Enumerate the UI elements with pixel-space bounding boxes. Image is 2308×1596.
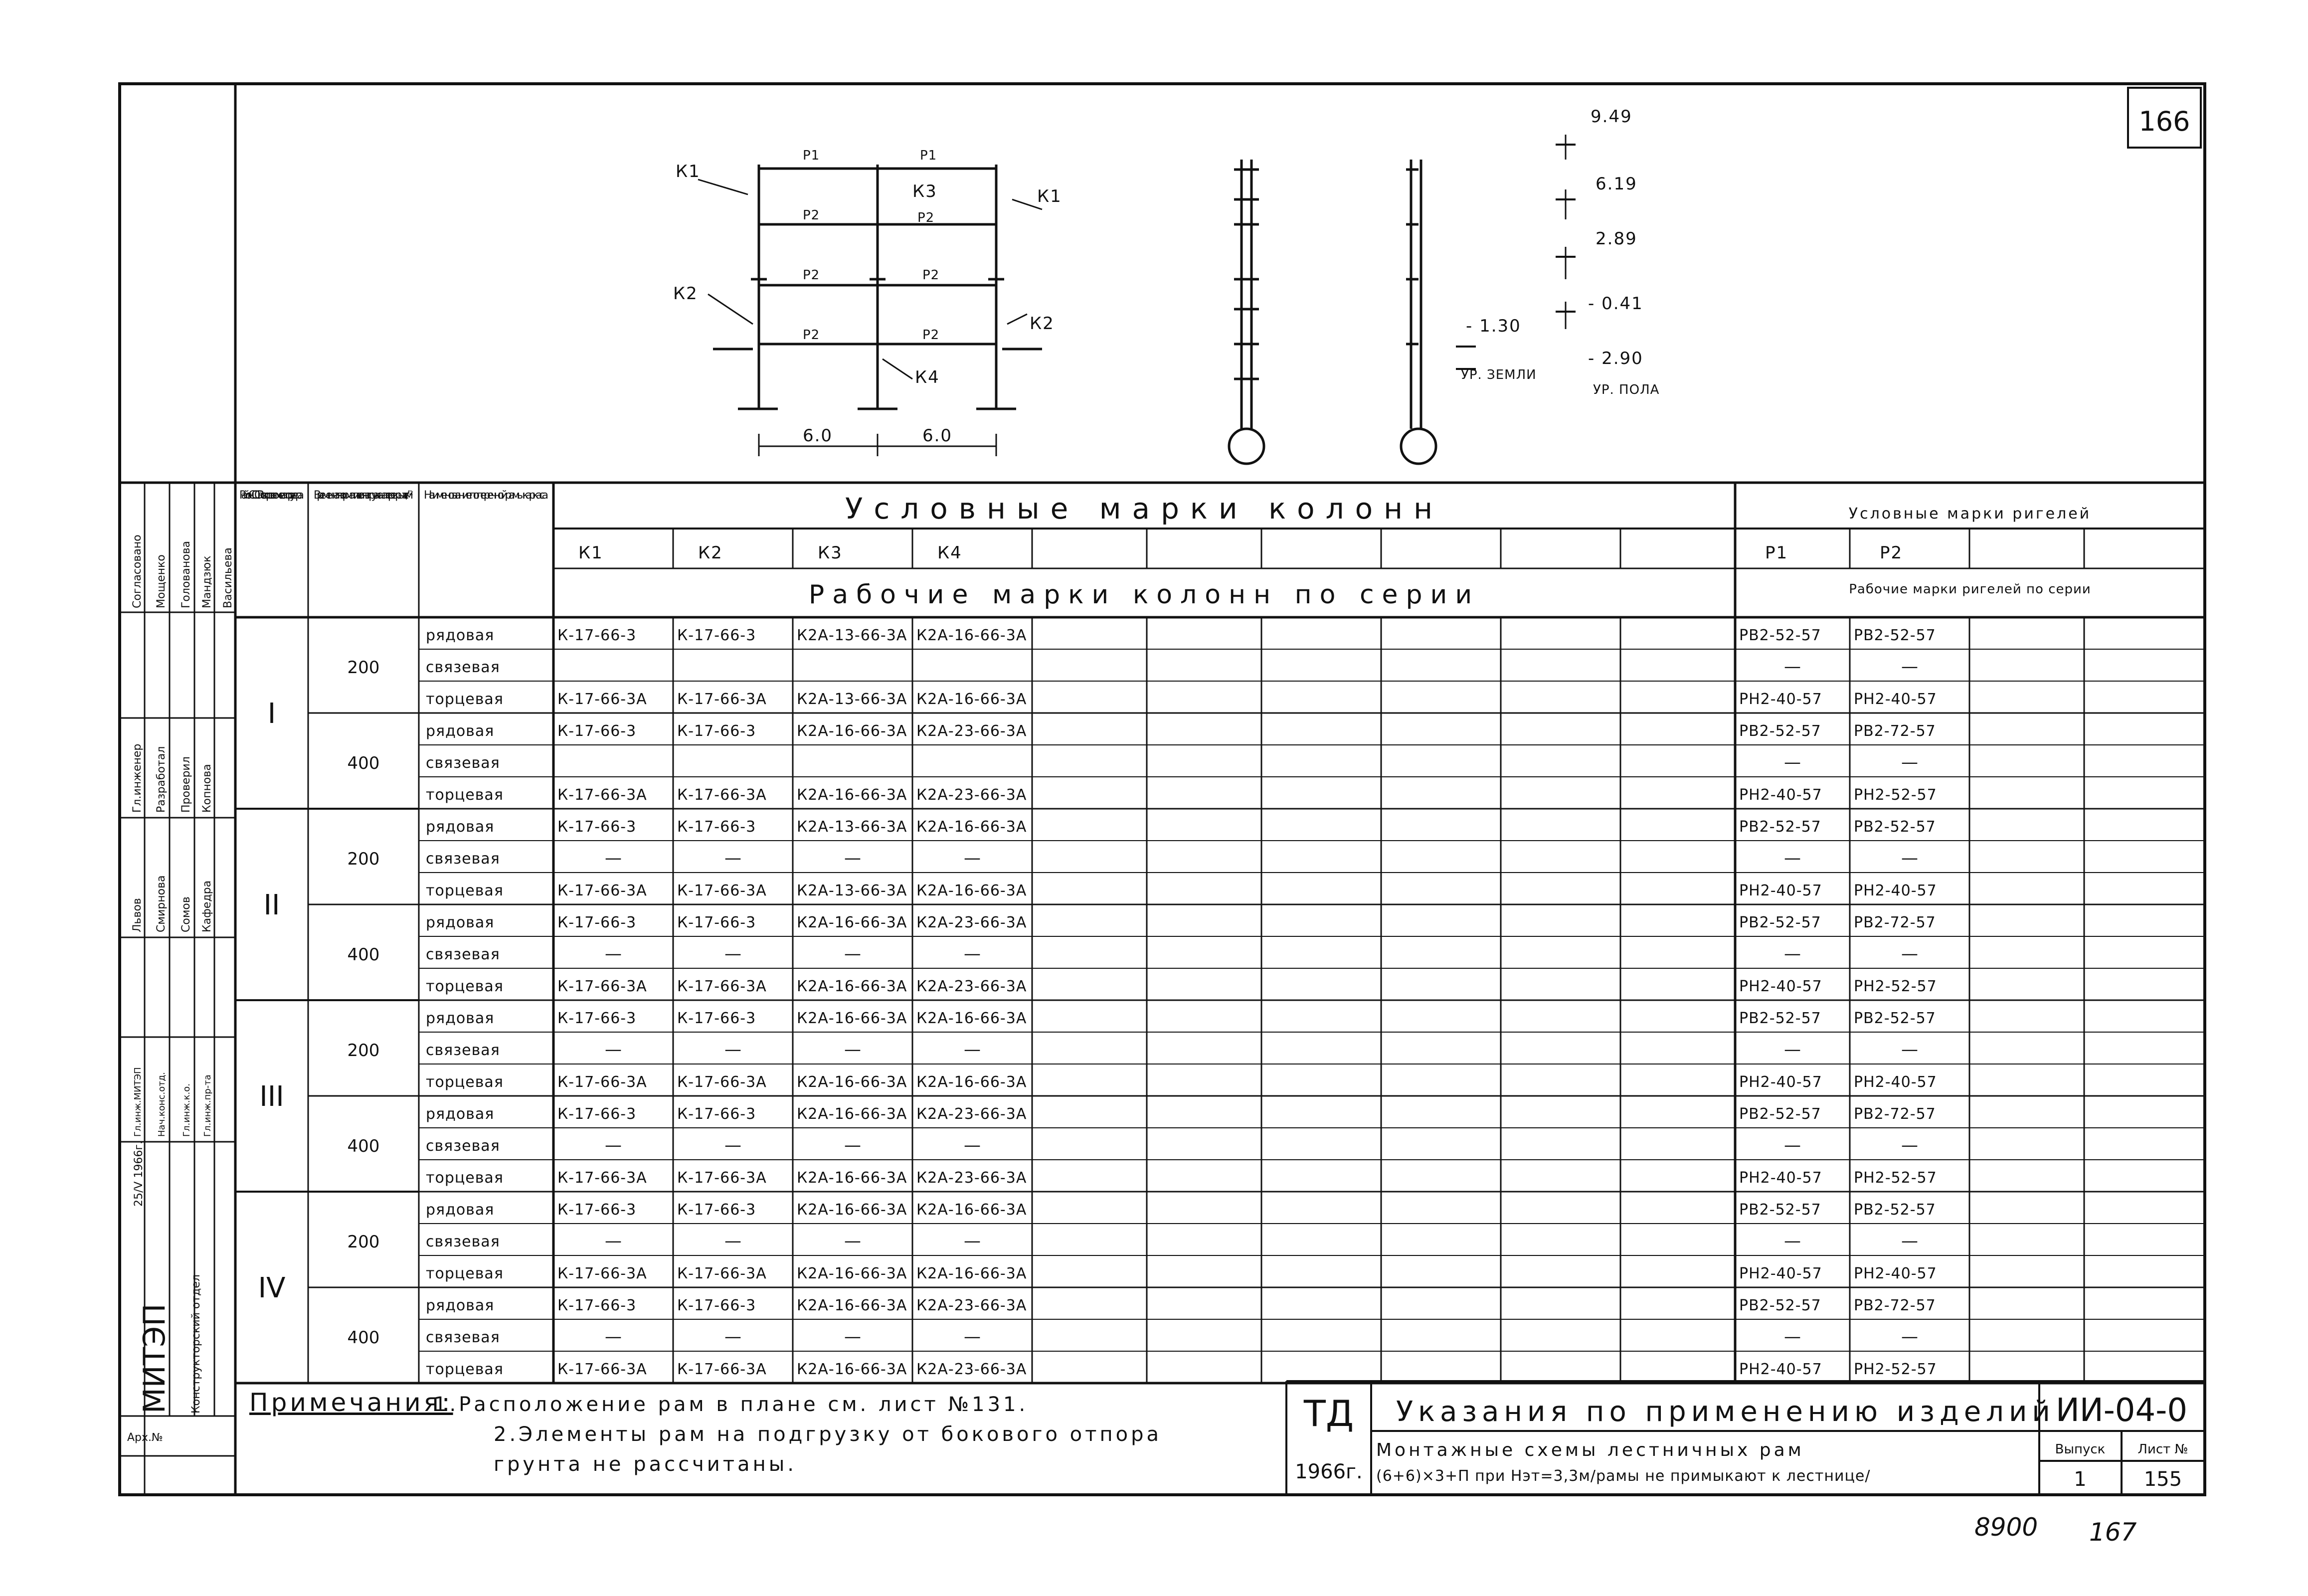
- td-year: 1966г.: [1295, 1460, 1363, 1483]
- beam-mark-value: РН2-52-57: [1854, 978, 1937, 995]
- load-value: 200: [347, 849, 380, 869]
- column-mark-value: К-17-66-3: [677, 1010, 756, 1027]
- beam-mark-value: РН2-52-57: [1854, 1169, 1937, 1187]
- column-mark-value: К2А-16-66-3А: [797, 1201, 907, 1219]
- column-mark-value: К-17-66-3А: [677, 1361, 767, 1378]
- column-mark-value: К2А-16-66-3А: [916, 627, 1027, 644]
- td-mark: ТД: [1303, 1393, 1354, 1434]
- column-mark-value: —: [724, 1231, 741, 1251]
- left-stamp-text: [127, 534, 234, 1444]
- frame-type: торцевая: [426, 691, 504, 708]
- level-041: - 0.41: [1588, 294, 1643, 314]
- column-mark-value: К-17-66-3: [677, 1105, 756, 1123]
- region-numeral: I: [267, 698, 276, 730]
- column-mark-value: К2А-16-66-3А: [797, 1010, 907, 1027]
- column-mark-value: К2А-16-66-3А: [916, 882, 1027, 899]
- beam-mark-value: —: [1784, 657, 1801, 677]
- column-mark-value: —: [605, 1040, 622, 1060]
- frame-type: торцевая: [426, 1169, 504, 1187]
- beam-mark-value: РВ2-52-57: [1854, 1201, 1936, 1219]
- beam-mark-value: —: [1784, 1231, 1801, 1251]
- beam-mark-value: РН2-40-57: [1739, 691, 1822, 708]
- frame-type: связевая: [426, 1042, 500, 1059]
- column-mark-value: К-17-66-3: [557, 1105, 637, 1123]
- column-mark-value: К2А-16-66-3А: [916, 691, 1027, 708]
- stamp-name-4a: Гл.инж.МИТЭП: [133, 1067, 143, 1137]
- beam-mark-value: РН2-40-57: [1739, 1169, 1822, 1187]
- doc-subtitle-1: Монтажные схемы лестничных рам: [1376, 1440, 1804, 1460]
- stamp-name-4c: Гл.инж.к.о.: [181, 1083, 192, 1137]
- column-mark-value: —: [964, 1231, 981, 1251]
- beam-mark-value: РН2-40-57: [1739, 978, 1822, 995]
- frame-type: связевая: [426, 659, 500, 676]
- beam-mark-value: —: [1784, 1327, 1801, 1347]
- beam-mark-value: РВ2-52-57: [1739, 1010, 1821, 1027]
- column-mark-value: К-17-66-3: [677, 627, 756, 644]
- column-label-k4: К4: [915, 367, 940, 387]
- column-mark-value: —: [605, 944, 622, 964]
- beam-mark-value: РН2-52-57: [1854, 786, 1937, 804]
- region-numeral: IV: [258, 1272, 286, 1304]
- column-mark-value: —: [964, 848, 981, 868]
- stamp-name-2d: Копнова: [201, 764, 213, 813]
- column-label-k2-left: К2: [673, 284, 698, 304]
- column-mark-value: К-17-66-3А: [557, 1169, 647, 1187]
- column-mark-value: К2А-16-66-3А: [916, 1265, 1027, 1282]
- frame-type: связевая: [426, 754, 500, 772]
- column-mark-value: —: [844, 944, 861, 964]
- column-mark-value: —: [964, 1040, 981, 1060]
- beam-mark-value: РВ2-52-57: [1854, 1010, 1936, 1027]
- beam-mark-value: РВ2-52-57: [1739, 914, 1821, 931]
- beam-mark-value: РВ2-52-57: [1854, 818, 1936, 836]
- frame-type: рядовая: [426, 914, 495, 931]
- level-949: 9.49: [1591, 107, 1632, 127]
- span-dim-left: 6.0: [802, 426, 833, 446]
- footer-number-1: 8900: [1974, 1513, 2038, 1542]
- note-line-2: 2.Элементы рам на подгрузку от бокового отпора: [494, 1423, 1162, 1446]
- beam-mark-value: —: [1901, 1231, 1918, 1251]
- column-mark-value: —: [844, 1231, 861, 1251]
- column-mark-value: К2А-16-66-3А: [797, 1297, 907, 1314]
- head-load: Временная норматив. кая нагрузка на перекрыт. кг/м²: [314, 489, 413, 502]
- column-mark-value: К-17-66-3А: [677, 786, 767, 804]
- column-mark-value: К-17-66-3А: [677, 1073, 767, 1091]
- column-mark-value: К2А-16-66-3А: [797, 1105, 907, 1123]
- frame-type: рядовая: [426, 1105, 495, 1123]
- frame-diagram: [698, 165, 1042, 456]
- level-289: 2.89: [1596, 229, 1637, 249]
- beam-label-p1-right: Р1: [920, 148, 937, 163]
- beam-mark-value: —: [1901, 1135, 1918, 1155]
- issue-label: Выпуск: [2055, 1442, 2106, 1457]
- frame-type: рядовая: [426, 1201, 495, 1219]
- beam-mark-value: РН2-40-57: [1739, 1073, 1822, 1091]
- stamp-name-4b: Нач.конс.отд.: [157, 1072, 167, 1137]
- frame-labels: [673, 148, 1062, 446]
- frame-type: торцевая: [426, 786, 504, 804]
- frame-type: связевая: [426, 1329, 500, 1346]
- column-mark-value: К-17-66-3: [557, 914, 637, 931]
- column-mark-value: К2А-23-66-3А: [916, 722, 1027, 740]
- column-mark-value: —: [605, 1327, 622, 1347]
- stamp-name-4d: Гл.инж.пр-та: [202, 1074, 213, 1137]
- column-mark-value: К-17-66-3: [557, 1010, 637, 1027]
- column-mark-value: К2А-13-66-3А: [797, 882, 907, 899]
- column-mark-value: —: [724, 848, 741, 868]
- note-line-3: грунта не рассчитаны.: [494, 1453, 797, 1476]
- column-mark-value: К2А-23-66-3А: [916, 1361, 1027, 1378]
- load-value: 200: [347, 1041, 380, 1061]
- column-mark-value: К-17-66-3А: [557, 978, 647, 995]
- sheet-no: 155: [2143, 1468, 2182, 1491]
- column-mark-value: К2А-16-66-3А: [916, 1073, 1027, 1091]
- frame-type: рядовая: [426, 627, 495, 644]
- frame-type: торцевая: [426, 1361, 504, 1378]
- column-mark-value: К-17-66-3А: [557, 1265, 647, 1282]
- column-mark-1: К1: [578, 543, 603, 563]
- column-mark-value: К-17-66-3А: [677, 1169, 767, 1187]
- column-mark-value: —: [844, 1135, 861, 1155]
- beam-mark-value: РВ2-52-57: [1739, 818, 1821, 836]
- frame-type: торцевая: [426, 882, 504, 899]
- notes-heading: Примечания:: [249, 1388, 453, 1417]
- frame-type: рядовая: [426, 818, 495, 836]
- column-mark-value: К-17-66-3: [677, 1201, 756, 1219]
- doc-code: ИИ-04-0: [2055, 1392, 2188, 1429]
- beam-mark-value: —: [1784, 1040, 1801, 1060]
- frame-type: связевая: [426, 946, 500, 963]
- column-mark-value: К2А-23-66-3А: [916, 786, 1027, 804]
- column-mark-value: —: [724, 1327, 741, 1347]
- beam-mark-value: —: [1901, 944, 1918, 964]
- stamp-name-1c: Мандзюк: [201, 555, 213, 608]
- beam-mark-value: РН2-40-57: [1854, 691, 1937, 708]
- note-line-1: 1.Расположение рам в плане см. лист №131.: [434, 1393, 1029, 1416]
- sheet-label: Лист №: [2137, 1442, 2188, 1457]
- beam-mark-value: —: [1901, 848, 1918, 868]
- issue-number: 1: [2074, 1468, 2087, 1491]
- beam-mark-value: —: [1784, 848, 1801, 868]
- stamp-org: МИТЭП: [137, 1303, 172, 1414]
- beam-mark-value: РН2-40-57: [1739, 1265, 1822, 1282]
- column-mark-value: К-17-66-3: [677, 818, 756, 836]
- column-mark-value: К2А-16-66-3А: [797, 1361, 907, 1378]
- head-columns: Условные марки колонн: [845, 492, 1443, 526]
- level-labels: [1461, 107, 1659, 397]
- stamp-dept: Конструкторский отдел: [190, 1274, 202, 1414]
- column-mark-value: —: [605, 1135, 622, 1155]
- footer-number-2: 167: [2089, 1518, 2137, 1547]
- beam-mark-value: —: [1901, 752, 1918, 772]
- beam-mark-value: РН2-52-57: [1854, 1361, 1937, 1378]
- column-mark-value: К-17-66-3А: [557, 691, 647, 708]
- beam-mark-value: РВ2-52-57: [1739, 1297, 1821, 1314]
- beam-mark-value: —: [1784, 752, 1801, 772]
- frame-type: торцевая: [426, 1265, 504, 1282]
- floor-level-label: УР. ПОЛА: [1593, 382, 1660, 397]
- column-mark-value: К-17-66-3А: [677, 882, 767, 899]
- column-mark-value: —: [964, 1135, 981, 1155]
- beam-label-p2-b: Р2: [917, 210, 935, 225]
- column-mark-value: К2А-13-66-3А: [797, 627, 907, 644]
- frame-type: связевая: [426, 1233, 500, 1250]
- span-dim-right: 6.0: [922, 426, 953, 446]
- head-beams: Условные марки ригелей: [1848, 505, 2092, 523]
- load-value: 200: [347, 1232, 380, 1252]
- beam-mark-value: РВ2-52-57: [1739, 722, 1821, 740]
- sub-columns: Рабочие марки колонн по серии: [808, 580, 1480, 610]
- stamp-inventory: Арх.№: [127, 1431, 163, 1444]
- frame-type: связевая: [426, 850, 500, 868]
- column-mark-value: —: [724, 944, 741, 964]
- column-mark-value: —: [844, 848, 861, 868]
- frame-type: рядовая: [426, 1297, 495, 1314]
- column-mark-value: К2А-23-66-3А: [916, 914, 1027, 931]
- beam-mark-value: —: [1901, 1327, 1918, 1347]
- column-mark-value: —: [844, 1040, 861, 1060]
- frame-type: рядовая: [426, 1010, 495, 1027]
- beam-label-p2-a: Р2: [803, 208, 820, 223]
- frame-type: торцевая: [426, 1073, 504, 1091]
- column-mark-value: К2А-16-66-3А: [916, 818, 1027, 836]
- level-130: - 1.30: [1466, 316, 1521, 336]
- beam-mark-value: РН2-40-57: [1854, 1265, 1937, 1282]
- column-mark-value: К-17-66-3А: [677, 1265, 767, 1282]
- stamp-name-3a: Львов: [131, 898, 144, 932]
- beam-mark-value: РН2-40-57: [1739, 786, 1822, 804]
- beam-mark-value: РВ2-72-57: [1854, 722, 1936, 740]
- notes: [249, 1388, 1162, 1476]
- column-mark-value: К2А-13-66-3А: [797, 818, 907, 836]
- column-mark-value: —: [605, 848, 622, 868]
- column-mark-value: К2А-16-66-3А: [916, 1201, 1027, 1219]
- column-sections: [1229, 135, 1576, 464]
- stamp-name-3b: Смирнова: [155, 875, 168, 932]
- beam-label-p2-d: Р2: [922, 268, 940, 283]
- frame-type: торцевая: [426, 978, 504, 995]
- column-mark-value: К2А-16-66-3А: [797, 1073, 907, 1091]
- beam-mark-value: РВ2-72-57: [1854, 1297, 1936, 1314]
- column-mark-value: —: [964, 944, 981, 964]
- column-label-k1-right: К1: [1037, 186, 1062, 206]
- column-label-k3: К3: [912, 181, 937, 201]
- beam-mark-value: РВ2-52-57: [1739, 1201, 1821, 1219]
- column-mark-value: К2А-16-66-3А: [797, 786, 907, 804]
- column-mark-value: К2А-23-66-3А: [916, 1169, 1027, 1187]
- column-label-k1-left: К1: [676, 162, 701, 181]
- column-mark-value: К2А-16-66-3А: [797, 914, 907, 931]
- column-mark-value: —: [844, 1327, 861, 1347]
- frame-type: рядовая: [426, 722, 495, 740]
- stamp-name-2b: Разработал: [155, 746, 168, 813]
- column-mark-value: —: [964, 1327, 981, 1347]
- title-block-text: [1295, 1392, 2188, 1491]
- column-mark-value: К-17-66-3А: [677, 978, 767, 995]
- beam-mark-value: РН2-40-57: [1854, 882, 1937, 899]
- column-mark-value: К2А-16-66-3А: [797, 1265, 907, 1282]
- column-mark-value: К2А-16-66-3А: [797, 1169, 907, 1187]
- beam-mark-value: —: [1784, 944, 1801, 964]
- column-mark-value: —: [724, 1040, 741, 1060]
- column-mark-value: К-17-66-3А: [557, 1361, 647, 1378]
- column-mark-value: К-17-66-3: [677, 914, 756, 931]
- column-mark-value: К-17-66-3А: [677, 691, 767, 708]
- beam-mark-value: РН2-40-57: [1739, 1361, 1822, 1378]
- column-mark-value: К-17-66-3А: [557, 882, 647, 899]
- column-mark-value: К2А-13-66-3А: [797, 691, 907, 708]
- column-mark-value: К2А-16-66-3А: [797, 722, 907, 740]
- column-mark-value: К2А-23-66-3А: [916, 1105, 1027, 1123]
- stamp-name-1a: Мощенко: [155, 554, 168, 608]
- column-mark-value: К2А-16-66-3А: [916, 1010, 1027, 1027]
- beam-mark-1: Р1: [1765, 543, 1788, 563]
- stamp-name-1b: Голованова: [180, 540, 192, 608]
- stamp-name-1d: Васильева: [222, 547, 234, 608]
- column-mark-2: К2: [698, 543, 723, 563]
- beam-mark-value: РН2-40-57: [1739, 882, 1822, 899]
- beam-mark-value: РН2-40-57: [1854, 1073, 1937, 1091]
- head-region: Район СССР по скорост. номе напору ветра: [239, 489, 304, 502]
- beam-mark-value: РВ2-72-57: [1854, 914, 1936, 931]
- load-value: 400: [347, 1328, 380, 1348]
- beam-mark-value: РВ2-52-57: [1739, 1105, 1821, 1123]
- sheet-number: 166: [2138, 106, 2190, 137]
- level-619: 6.19: [1596, 174, 1637, 194]
- beam-mark-value: —: [1901, 657, 1918, 677]
- column-mark-value: К-17-66-3: [677, 722, 756, 740]
- level-290: - 2.90: [1588, 349, 1643, 368]
- column-mark-value: К-17-66-3: [557, 1201, 637, 1219]
- load-value: 400: [347, 753, 380, 773]
- frame-type: связевая: [426, 1137, 500, 1155]
- column-mark-value: К-17-66-3: [557, 722, 637, 740]
- doc-subtitle-2: (6+6)×3+П при Нэт=3,3м/рамы не примыкают к лестнице/: [1376, 1467, 1871, 1485]
- sub-beams: Рабочие марки ригелей по серии: [1849, 582, 2091, 597]
- column-label-k2-right: К2: [1030, 314, 1055, 334]
- beam-mark-value: РВ2-52-57: [1854, 627, 1936, 644]
- table-text: [239, 489, 2091, 1378]
- load-value: 200: [347, 658, 380, 678]
- column-mark-value: К-17-66-3: [557, 818, 637, 836]
- column-mark-value: К2А-16-66-3А: [797, 978, 907, 995]
- load-value: 400: [347, 1136, 380, 1156]
- region-numeral: III: [259, 1080, 284, 1113]
- column-mark-value: К2А-23-66-3А: [916, 978, 1027, 995]
- doc-title: Указания по применению изделий: [1396, 1396, 2055, 1428]
- column-mark-value: —: [605, 1231, 622, 1251]
- column-mark-value: К-17-66-3: [677, 1297, 756, 1314]
- column-mark-value: К2А-23-66-3А: [916, 1297, 1027, 1314]
- beam-label-p2-f: Р2: [922, 328, 940, 343]
- region-numeral: II: [263, 889, 280, 921]
- column-mark-value: К-17-66-3: [557, 1297, 637, 1314]
- column-mark-4: К4: [937, 543, 962, 563]
- beam-mark-value: РВ2-52-57: [1739, 627, 1821, 644]
- stamp-name-3c: Сомов: [180, 896, 192, 932]
- column-mark-value: —: [724, 1135, 741, 1155]
- column-mark-value: К-17-66-3А: [557, 786, 647, 804]
- beam-mark-value: —: [1901, 1040, 1918, 1060]
- column-mark-3: К3: [818, 543, 843, 563]
- beam-mark-value: —: [1784, 1135, 1801, 1155]
- beam-mark-value: РВ2-72-57: [1854, 1105, 1936, 1123]
- column-mark-value: К-17-66-3А: [557, 1073, 647, 1091]
- stamp-name-3d: Кафедра: [201, 880, 213, 932]
- column-mark-value: К-17-66-3: [557, 627, 637, 644]
- beam-mark-2: Р2: [1880, 543, 1903, 563]
- stamp-header: Согласовано: [131, 534, 144, 608]
- stamp-name-2c: Проверил: [180, 756, 192, 813]
- head-frame: Наимено вание поперечной рамы каркаса: [424, 489, 548, 502]
- beam-label-p2-c: Р2: [803, 268, 820, 283]
- load-value: 400: [347, 945, 380, 965]
- beam-label-p1-left: Р1: [803, 148, 820, 163]
- ground-level-label: УР. ЗЕМЛИ: [1461, 367, 1537, 382]
- stamp-name-2a: Гл.инженер: [131, 743, 144, 813]
- beam-label-p2-e: Р2: [803, 328, 820, 343]
- stamp-date: 25/V 1966г.: [133, 1141, 145, 1207]
